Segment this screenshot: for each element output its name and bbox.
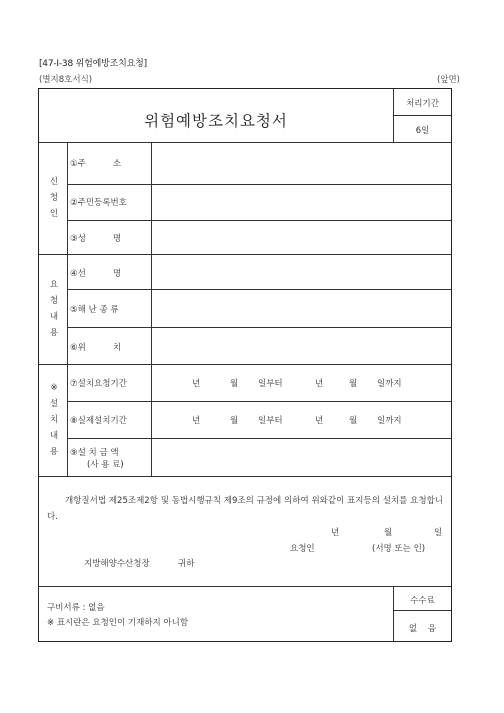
- requested-period-label: ⑦설치요청기간: [70, 379, 127, 389]
- rule-row2: [67, 220, 451, 221]
- fee-label: 수수료: [410, 596, 435, 606]
- act-end-year: 년: [315, 416, 324, 426]
- signature-note: (서명 또는 인): [372, 544, 426, 554]
- section-applicant: 신 청 인: [49, 177, 59, 219]
- date-month: 월: [384, 528, 393, 538]
- fee-value: 없 음: [408, 624, 437, 634]
- act-start-month: 월: [230, 416, 239, 426]
- req-end-month: 월: [349, 379, 358, 389]
- rule-processing: [393, 115, 451, 116]
- form-code: [47-I-38 위험예방조치요청]: [39, 59, 147, 69]
- location-label: ⑥위 치: [70, 343, 122, 353]
- footnote: ※ 표시란은 요청인이 기재하지 아니함: [47, 618, 189, 628]
- ship-name-label: ④선 명: [70, 269, 122, 279]
- act-end-month: 월: [349, 416, 358, 426]
- req-start-year: 년: [192, 379, 201, 389]
- rule-footer: [39, 586, 451, 587]
- rule-row5: [67, 327, 451, 328]
- form-frame: [38, 88, 452, 642]
- rule-row9: [39, 476, 451, 477]
- recipient: 지방해양수산청장: [84, 559, 150, 569]
- rule-row6: [39, 364, 451, 365]
- rule-row7: [67, 401, 451, 402]
- rule-row4: [67, 289, 451, 290]
- section-installation: ※ 설 치 내 용: [49, 383, 59, 457]
- act-start-from: 일부터: [258, 416, 283, 426]
- rule-title: [39, 142, 451, 143]
- rule-row8: [67, 438, 451, 439]
- statement-text: 개항질서법 제25조제2항 및 동법시행규칙 제9조의 규정에 의하여 위와같이 표지등의 설치를 요청합니다.: [47, 496, 443, 522]
- date-day: 일: [434, 528, 443, 538]
- req-end-year: 년: [315, 379, 324, 389]
- act-end-until: 일까지: [377, 416, 402, 426]
- disaster-type-label: ⑤해 난 종 류: [70, 305, 119, 315]
- name-label: ③성 명: [70, 234, 122, 244]
- page-title: 위험예방조치요청서: [144, 112, 288, 130]
- honorific: 귀하: [178, 559, 195, 569]
- act-start-year: 년: [192, 416, 201, 426]
- section-request: 요 청 내 용: [49, 280, 59, 338]
- form-number: (별지8호서식): [39, 75, 93, 85]
- rule-row1: [67, 184, 451, 185]
- required-documents: 구비서류 : 없음: [47, 603, 105, 613]
- cost-label: ⑨설 치 금 액: [70, 448, 119, 458]
- actual-period-label: ⑧실제설치기간: [70, 416, 127, 426]
- processing-value: 6일: [415, 126, 430, 136]
- requester-label: 요청인: [290, 544, 315, 554]
- resident-number-label: ②주민등록번호: [70, 198, 127, 208]
- date-year: 년: [331, 528, 340, 538]
- req-start-from: 일부터: [258, 379, 283, 389]
- rule-fee: [393, 610, 451, 611]
- rule-label: [151, 142, 152, 476]
- address-label: ①주 소: [70, 159, 122, 169]
- page-side: (앞면): [436, 75, 460, 85]
- rule-row3: [39, 254, 451, 255]
- req-start-month: 월: [230, 379, 239, 389]
- processing-label: 처리기간: [406, 99, 439, 109]
- cost-sublabel: (사 용 료): [87, 460, 124, 470]
- req-end-until: 일까지: [377, 379, 402, 389]
